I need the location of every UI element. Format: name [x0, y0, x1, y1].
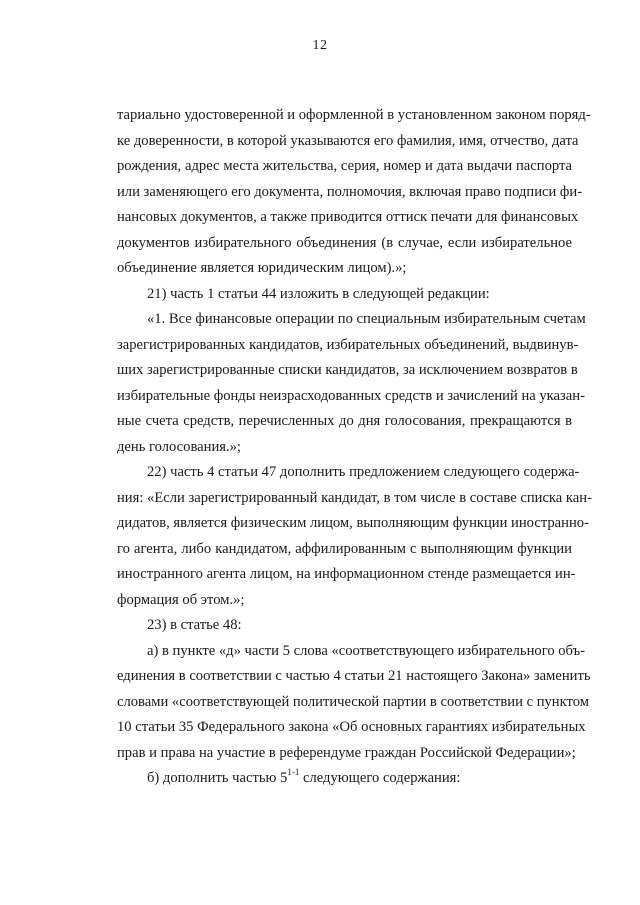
text-line: а) в пункте «д» части 5 слова «соответствующего избирательного объ-	[147, 642, 586, 659]
text-line: документов избирательного объединения (в случае, если избирательное	[117, 234, 572, 251]
text-line: 22) часть 4 статьи 47 дополнить предложением следующего содержа-	[147, 464, 580, 480]
text-line: или заменяющего его документа, полномочия, включая право подписи фи-	[117, 183, 583, 200]
text-line: формация об этом.»;	[117, 591, 245, 608]
text-line: 23) в статье 48:	[147, 617, 242, 633]
page-number: 12	[312, 38, 328, 53]
text-line: дидатов, является физическим лицом, выполняющим функции иностранно-	[117, 515, 589, 531]
text-line: ке доверенности, в которой указываются его фамилия, имя, отчество, дата	[117, 132, 579, 149]
text-line-final	[117, 766, 572, 792]
text-line: объединение является юридическим лицом).»;	[117, 260, 407, 276]
text-line: избирательные фонды неизрасходованных средств и зачислений на указан-	[117, 387, 585, 404]
text-line: 10 статьи 35 Федерального закона «Об основных гарантиях избирательных	[117, 719, 586, 735]
final-line-tail: следующего содержания:	[299, 770, 461, 786]
text-line: го агента, либо кандидатом, аффилированным с выполняющим функции	[117, 540, 572, 557]
final-line-text: б) дополнить частью 5	[147, 770, 288, 786]
text-line: тариально удостоверенной и оформленной в установленном законом поряд-	[117, 107, 591, 123]
text-line: зарегистрированных кандидатов, избирательных объединений, выдвинув-	[117, 336, 579, 353]
text-line: иностранного агента лицом, на информационном стенде размещается ин-	[117, 566, 576, 582]
text-line: нансовых документов, а также приводится оттиск печати для финансовых	[117, 209, 579, 225]
document-body	[117, 103, 592, 792]
text-line: 21) часть 1 статьи 44 изложить в следующей редакции:	[147, 285, 490, 302]
text-line: «1. Все финансовые операции по специальным избирательным счетам	[147, 311, 586, 327]
text-line: рождения, адрес места жительства, серия, номер и дата выдачи паспорта	[117, 158, 572, 174]
text-line: ших зарегистрированные списки кандидатов, за исключением возвратов в	[117, 362, 578, 378]
text-line: ные счета средств, перечисленных до дня голосования, прекращаются в	[117, 413, 572, 429]
text-line: прав и права на участие в референдуме граждан Российской Федерации»;	[117, 744, 576, 761]
superscript: 1-1	[287, 767, 300, 778]
text-line: словами «соответствующей политической партии в соответствии с пунктом	[117, 693, 589, 710]
text-line: ния: «Если зарегистрированный кандидат, в том числе в составе списка кан-	[117, 489, 592, 506]
text-line: единения в соответствии с частью 4 статьи 21 настоящего Закона» заменить	[117, 668, 591, 684]
text-line: день голосования.»;	[117, 438, 241, 455]
